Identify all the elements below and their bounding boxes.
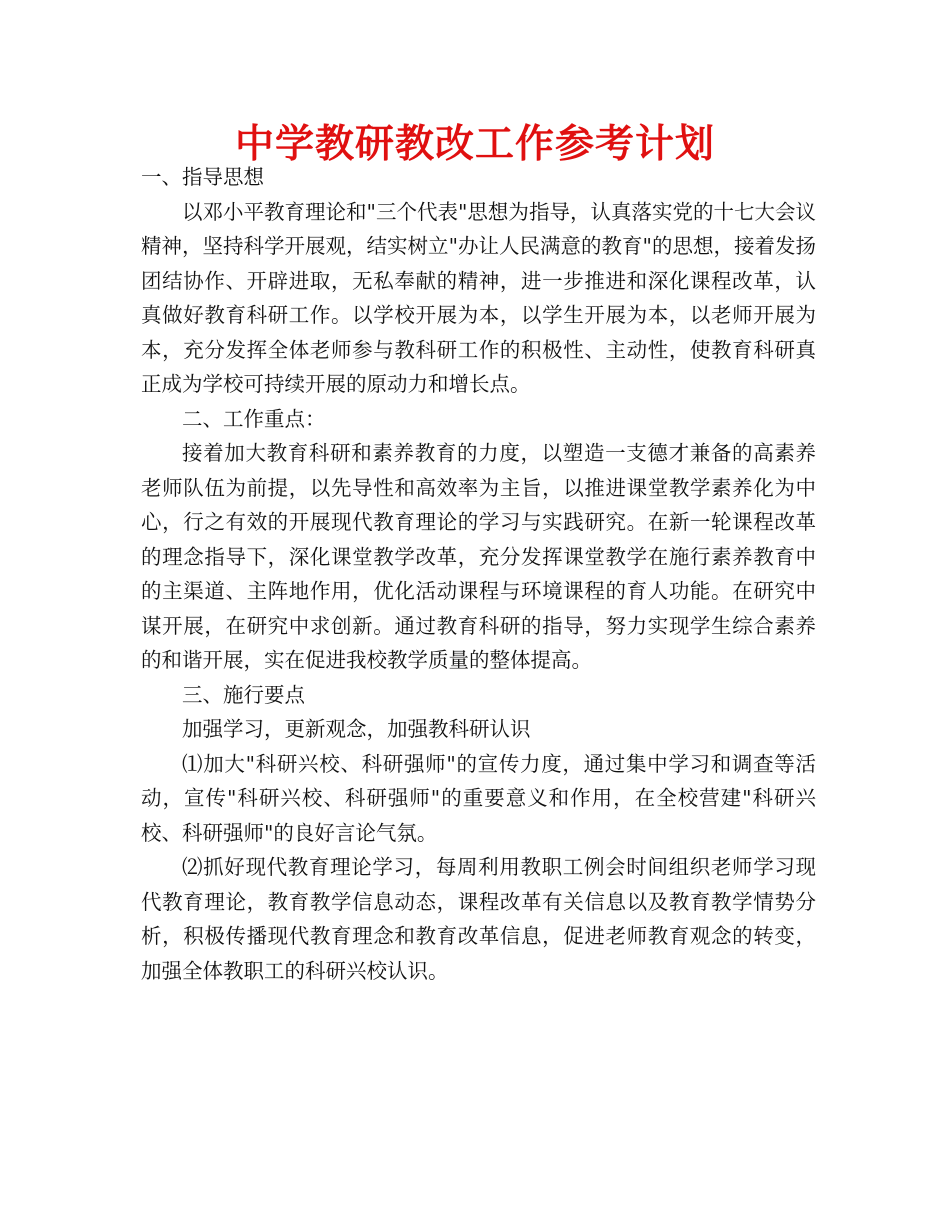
paragraph-guiding-ideology: 以邓小平教育理论和"三个代表"思想为指导，认真落实党的十七大会议精神，坚持科学开展观，结实树立"办让人民满意的教育"的思想，接着发扬团结协作、开辟进取，无私奉献的精神，进一步推进和深化课程改革，认真做好教育科研工作。以学校开展为本，以学生开展为本，以老师开展为本，充分发挥全体老师参与教科研工作的积极性、主动性，使教育科研真正成为学校可持续开展的原动力和增长点。 (141, 199, 816, 396)
section-heading-implementation-points: 三、施行要点 (182, 682, 305, 707)
section-heading-work-focus: 二、工作重点： (182, 406, 326, 431)
paragraph-work-focus: 接着加大教育科研和素养教育的力度，以塑造一支德才兼备的高素养老师队伍为前提，以先导性和高效率为主旨，以推进课堂教学素养化为中心，行之有效的开展现代教育理论的学习与实践研究。在新一轮课程改革的理念指导下，深化课堂教学改革，充分发挥课堂教学在施行素养教育中的主渠道、主阵地作用，优化活动课程与环境课程的育人功能。在研究中谋开展，在研究中求创新。通过教育科研的指导，努力实现学生综合素养的和谐开展，实在促进我校教学质量的整体提高。 (141, 441, 816, 672)
section-heading-guiding-ideology: 一、指导思想 (141, 165, 264, 189)
subheading-strengthen-learning: 加强学习，更新观念，加强教科研认识 (182, 717, 531, 741)
document-title: 中学教研教改工作参考计划 (234, 121, 715, 167)
list-item-theory-study: ⑵抓好现代教育理论学习，每周利用教职工例会时间组织老师学习现代教育理论，教育教学信息动态，课程改革有关信息以及教育教学情势分析，积极传播现代教育理念和教育改革信息，促进老师教育观念的转变，加强全体教职工的科研兴校认识。 (141, 855, 816, 983)
document-body (141, 160, 816, 988)
list-item-publicity: ⑴加大"科研兴校、科研强师"的宣传力度，通过集中学习和调查等活动，宣传"科研兴校、科研强师"的重要意义和作用，在全校营建"科研兴校、科研强师"的良好言论气氛。 (141, 751, 816, 845)
